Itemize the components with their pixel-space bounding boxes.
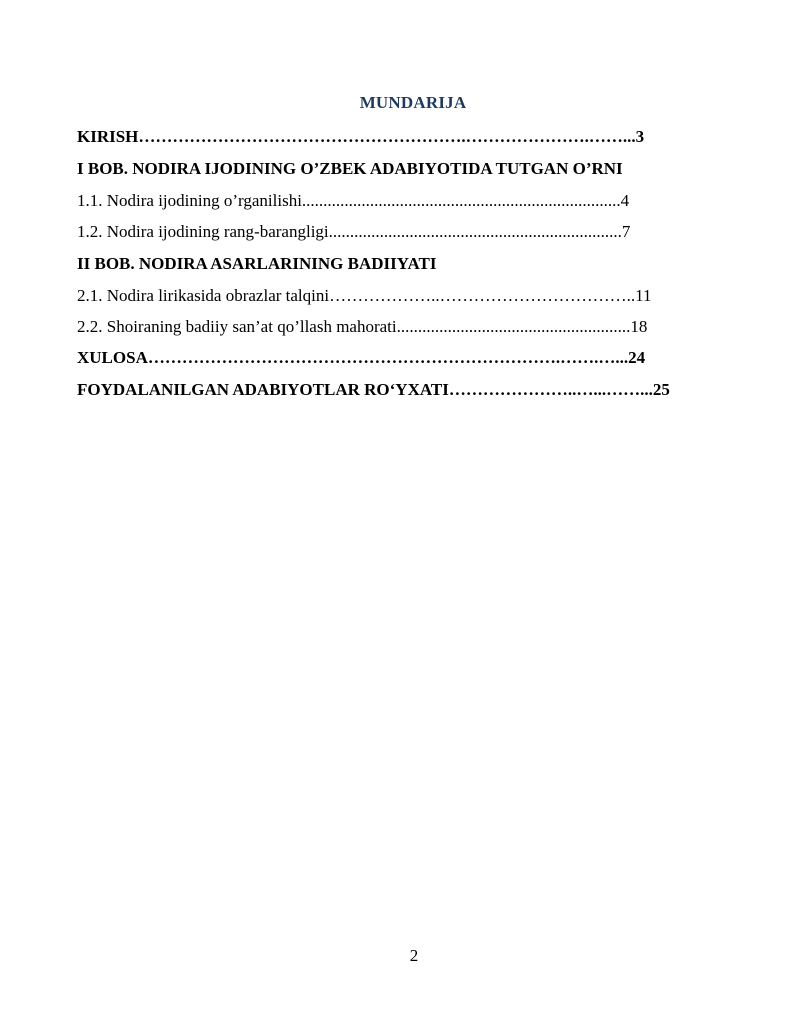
toc-entry-references: FOYDALANILGAN ADABIYOTLAR RO‘YXATI…………………..…...……...25 xyxy=(77,380,670,399)
toc-entry-kirish: KIRISH………………………………………………….………………….……...3 xyxy=(77,127,645,146)
toc-entry-section-1-2: 1.2. Nodira ijodining rang-barangligi.....................................................................7 xyxy=(77,222,631,241)
toc-entry-chapter-1: I BOB. NODIRA IJODINING O’ZBEK ADABIYOTIDA TUTGAN O’RNI xyxy=(77,159,623,178)
toc-entry-chapter-2: II BOB. NODIRA ASARLARINING BADIIYATI xyxy=(77,254,437,273)
toc-entry-section-2-2: 2.2. Shoiraning badiiy san’at qo’llash mahorati.......................................................18 xyxy=(77,317,648,336)
toc-entry-section-2-1: 2.1. Nodira lirikasida obrazlar talqini………………..……………………………..11 xyxy=(77,286,652,305)
toc-entry-xulosa: XULOSA……………………………………………………………….…….…...24 xyxy=(77,348,646,367)
toc-entry-section-1-1: 1.1. Nodira ijodining o’rganilishi...........................................................................4 xyxy=(77,191,630,210)
toc-title: MUNDARIJA xyxy=(359,93,467,112)
page-number: 2 xyxy=(409,946,419,965)
